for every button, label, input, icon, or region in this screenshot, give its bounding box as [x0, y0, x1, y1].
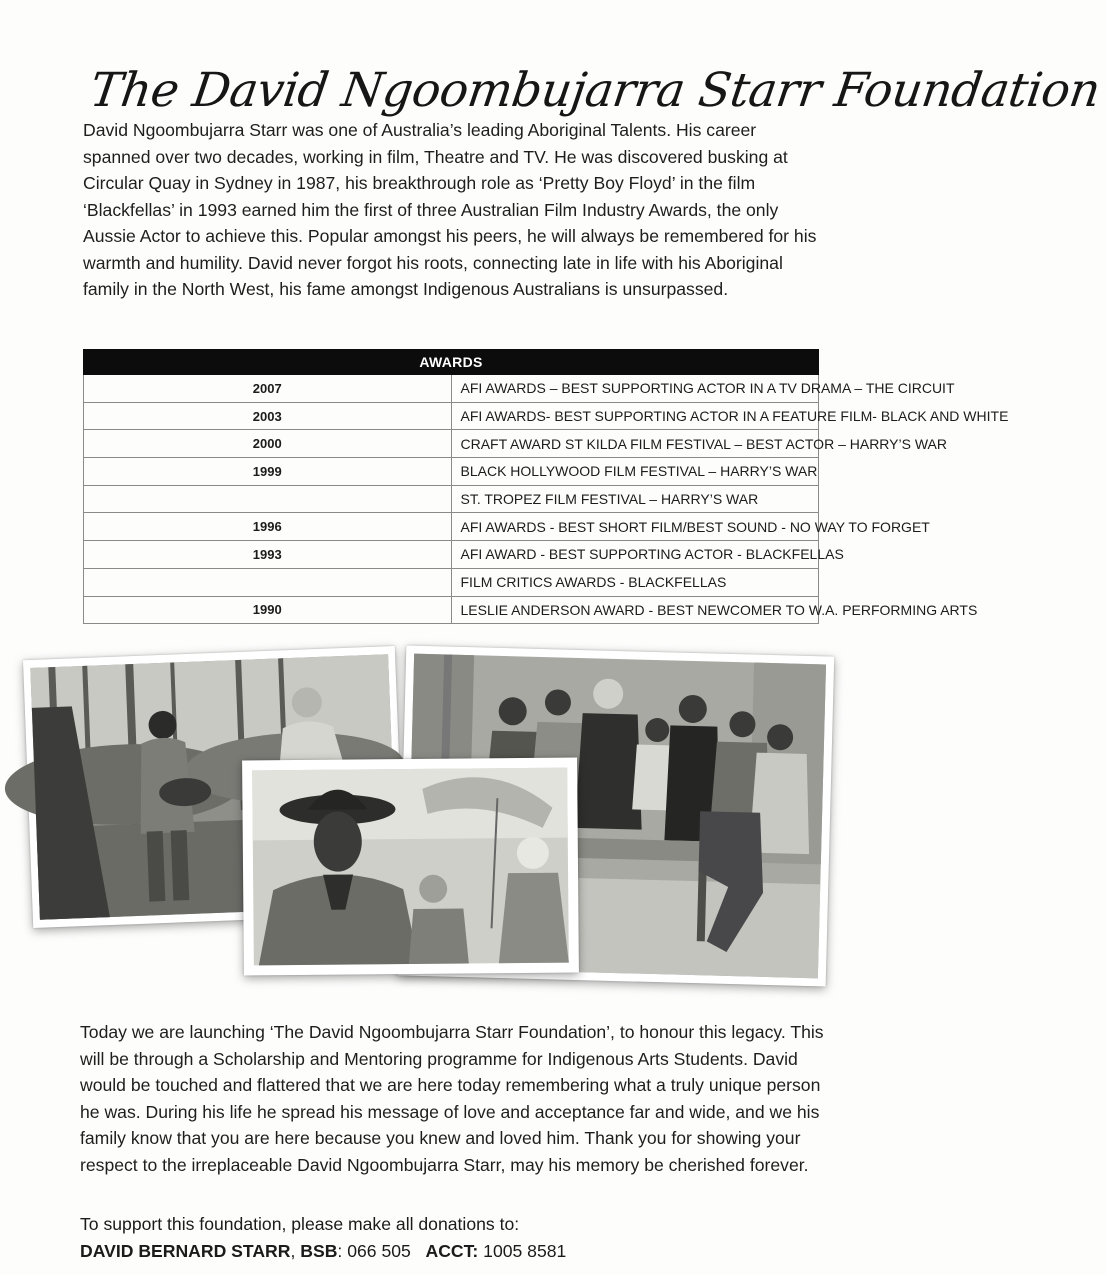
award-name: AFI AWARD - BEST SUPPORTING ACTOR - BLACKFELLAS — [451, 541, 819, 569]
page-title: The David Ngoombujarra Starr Foundation — [86, 63, 1104, 119]
donation-intro: To support this foundation, please make all donations to: — [80, 1214, 520, 1234]
award-year: 1996 — [84, 513, 452, 541]
award-row — [84, 541, 819, 569]
award-name: AFI AWARDS - BEST SHORT FILM/BEST SOUND - NO WAY TO FORGET — [451, 513, 819, 541]
award-name: ST. TROPEZ FILM FESTIVAL – HARRY’S WAR — [451, 485, 819, 513]
award-year: 2007 — [84, 375, 452, 403]
award-name: BLACK HOLLYWOOD FILM FESTIVAL – HARRY’S WAR — [451, 458, 819, 486]
acct-label: ACCT: — [425, 1241, 479, 1261]
award-name: LESLIE ANDERSON AWARD - BEST NEWCOMER TO W.A. PERFORMING ARTS — [451, 596, 819, 624]
award-row — [84, 402, 819, 430]
award-year: 2003 — [84, 402, 452, 430]
award-row — [84, 596, 819, 624]
award-year: 1990 — [84, 596, 452, 624]
awards-body — [84, 375, 1009, 624]
award-year — [84, 485, 452, 513]
award-name: FILM CRITICS AWARDS - BLACKFELLAS — [451, 568, 819, 596]
outro-paragraph: Today we are launching ‘The David Ngoombujarra Starr Foundation’, to honour this legacy. This will be through a Scholarship and Mentoring programme for Indigenous Arts Students. David would be touched and flattered that we are here today remembering what a truly unique person he was. During his life he spread his message of love and acceptance far and wide, and we his family know that you are here because you knew and loved him. Thank you for showing your respect to the irreplaceable David Ngoombujarra Starr, may his memory be cherished forever. — [80, 1022, 824, 1175]
intro-paragraph: David Ngoombujarra Starr was one of Australia’s leading Aboriginal Talents. His career spanned over two decades, working in film, Theatre and TV. He was discovered busking at Circular Quay in Sydney in 1987, his breakthrough role as ‘Pretty Boy Floyd’ in the film ‘Blackfellas’ in 1993 earned him the first of three Australian Film Industry Awards, the only Aussie Actor to achieve this. Popular amongst his peers, he will always be remembered for his warmth and humility. David never forgot his roots, connecting late in life with his Aboriginal family in the North West, his fame amongst Indigenous Australians is unsurpassed. — [83, 120, 817, 299]
bsb-label: BSB — [300, 1241, 338, 1261]
award-name: AFI AWARDS- BEST SUPPORTING ACTOR IN A FEATURE FILM- BLACK AND WHITE — [451, 402, 819, 430]
cowboy-hat-portrait-photo — [242, 758, 579, 976]
award-name: CRAFT AWARD ST KILDA FILM FESTIVAL – BEST ACTOR – HARRY’S WAR — [451, 430, 819, 458]
bsb-number: 066 505 — [347, 1241, 411, 1261]
acct-number: 1005 8581 — [483, 1241, 567, 1261]
award-row — [84, 458, 819, 486]
award-year — [84, 568, 452, 596]
awards-table — [83, 349, 1009, 624]
award-row — [84, 513, 819, 541]
award-year: 1993 — [84, 541, 452, 569]
donation-details: DAVID BERNARD STARR, BSB: 066 505 ACCT: 1005 8581 — [80, 1241, 567, 1261]
awards-heading: AWARDS — [84, 350, 819, 375]
award-row — [84, 430, 819, 458]
award-row — [84, 375, 819, 403]
award-row — [84, 568, 819, 596]
award-year: 1999 — [84, 458, 452, 486]
award-name: AFI AWARDS – BEST SUPPORTING ACTOR IN A TV DRAMA – THE CIRCUIT — [451, 375, 819, 403]
award-year: 2000 — [84, 430, 452, 458]
award-row — [84, 485, 819, 513]
account-name: DAVID BERNARD STARR — [80, 1241, 291, 1261]
